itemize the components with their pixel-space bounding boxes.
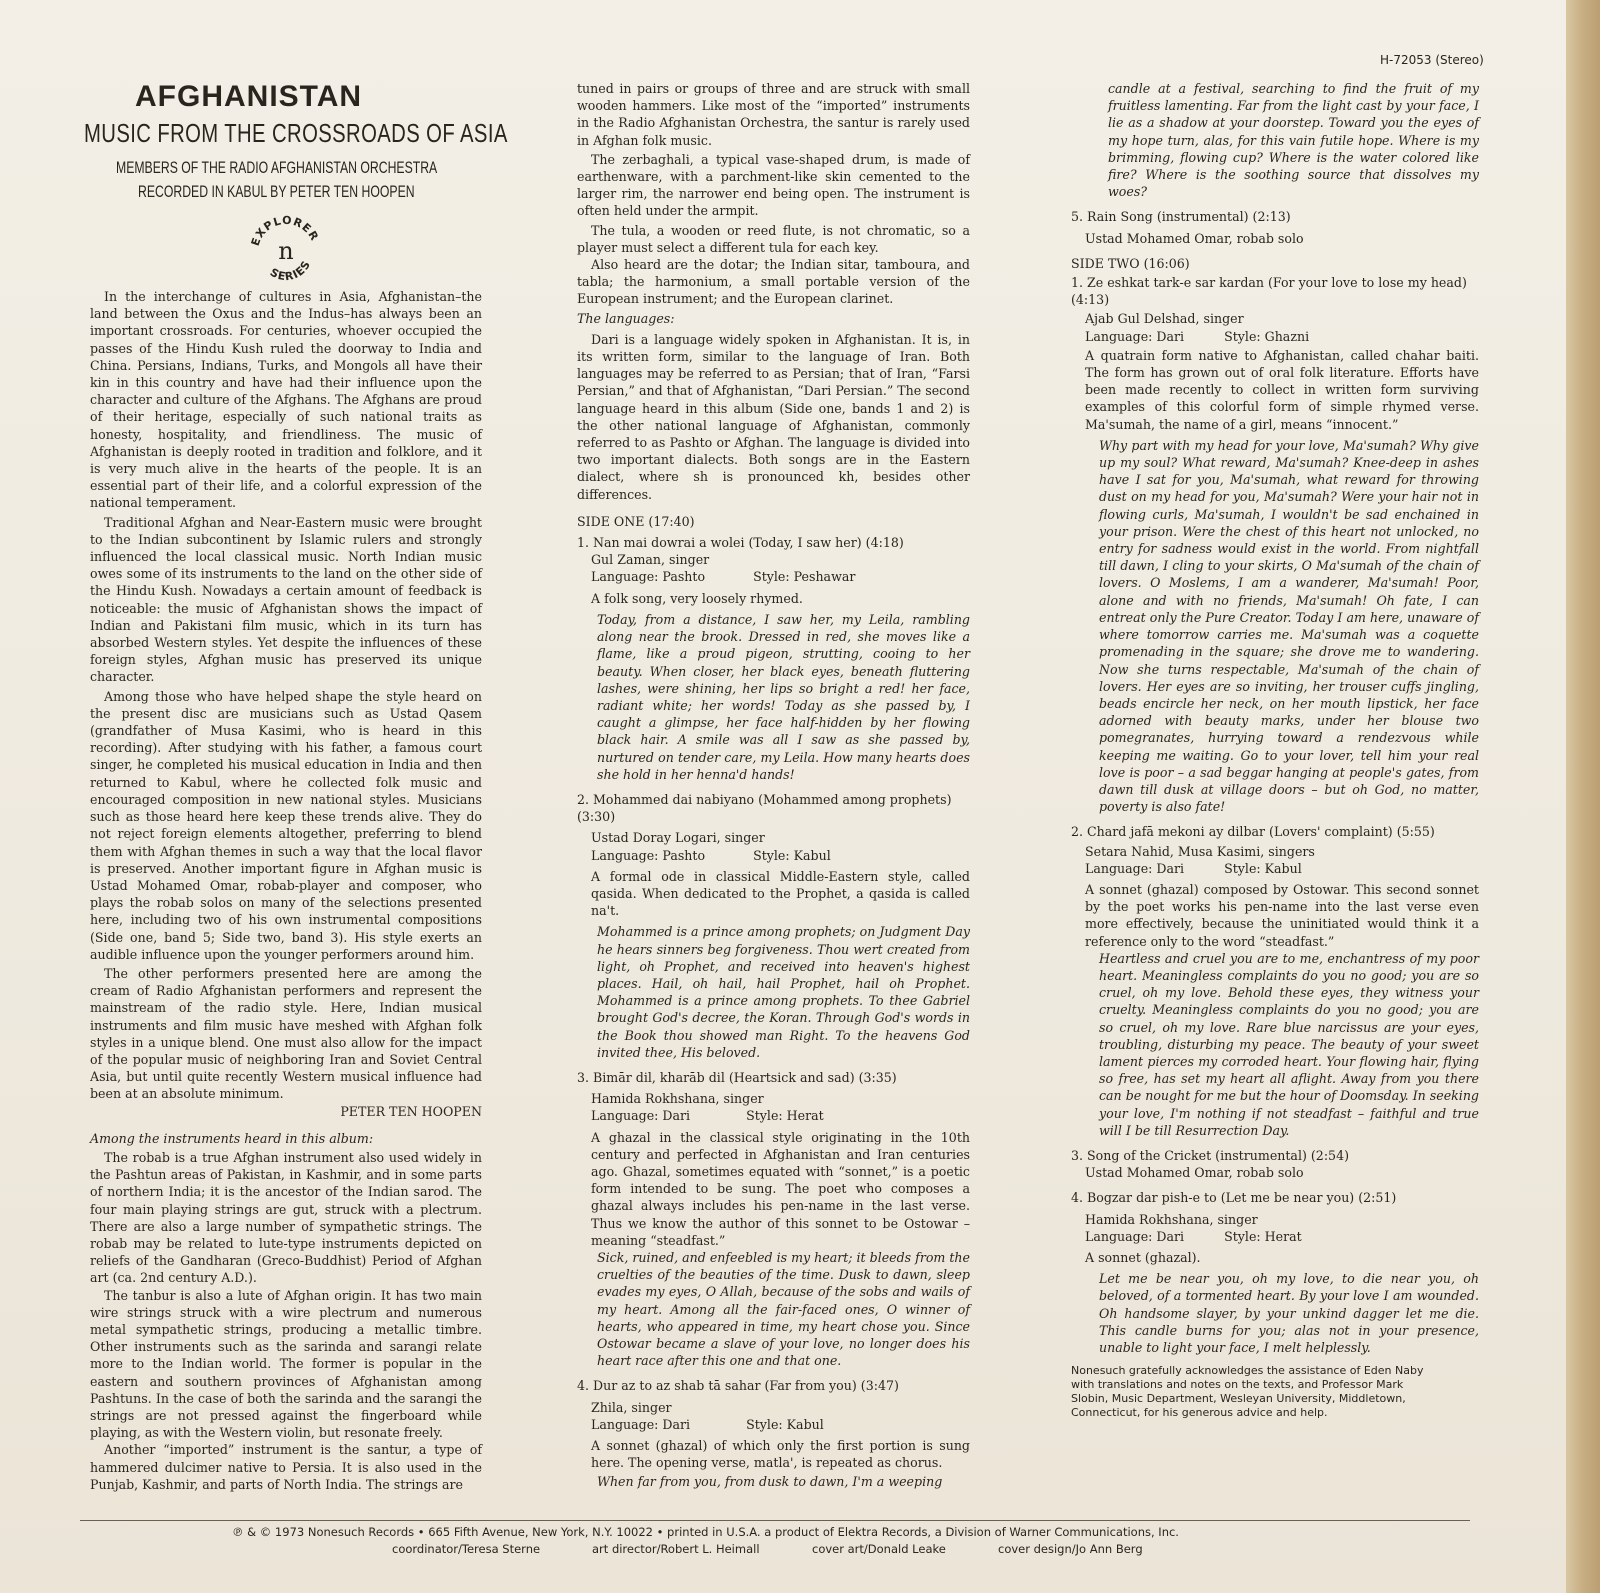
orchestra-credit: MEMBERS OF THE RADIO AFGHANISTAN ORCHESTRA [116, 158, 438, 177]
track-4-language: Language: Dari Style: Kabul [591, 1416, 824, 1432]
languages-heading: The languages: [577, 310, 675, 326]
track-3-language: Language: Dari Style: Herat [591, 1108, 824, 1124]
zerbaghali-paragraph: The zerbaghali, a typical vase-shaped drum, is made of earthenware, with a parchment-like skin cemented to the larger rim, the narrower end being open. The instrument is often held under the armpit. [577, 151, 970, 219]
robab-paragraph: The robab is a true Afghan instrument also used widely in the Pashtun areas of Pakistan, in Kashmir, and in some parts of northern India; it is the ancestor of the Indian sarod. The four main playing strings are gut, struck with a plectrum. There are also a large number of sympathetic strings. The robab may be related to lute-type instruments depicted on reliefs of the Gandharan (Greco-Buddhist) Period of Afghan art (ca. 2nd century A.D.). [90, 1149, 482, 1286]
track-3-singer: Hamida Rokhshana, singer [591, 1091, 764, 1107]
track-4-singer: Zhila, singer [591, 1399, 672, 1415]
track-1-title: 1. Nan mai dowrai a wolei (Today, I saw her) (4:18) [577, 535, 904, 551]
other-instruments-paragraph: Also heard are the dotar; the Indian sitar, tamboura, and tabla; the harmonium, a small portable version of the European instrument; and the European clarinet. [577, 257, 970, 307]
track-1-singer: Gul Zaman, singer [591, 552, 710, 568]
cover-design-credit: cover design/Jo Ann Berg [998, 1542, 1143, 1556]
art-director-credit: art director/Robert L. Heimall [592, 1542, 760, 1556]
album-title: AFGHANISTAN [135, 80, 363, 113]
side2-track-2-singer: Setara Nahid, Musa Kasimi, singers [1085, 843, 1315, 859]
languages-paragraph: Dari is a language widely spoken in Afghanistan. It is, in its written form, similar to the language of Iran. Both languages may be referred to as Persian; that of Iran, “Farsi Persian,” and that of Afghanistan, “Dari Persian.” The second language heard in this album (Side one, bands 1 and 2) is the other national language of Afghanistan, commonly referred to as Pashto or Afghan. The language is divided into two important dialects. Both songs are in the Eastern dialect, where sh is pronounced kh, besides other differences. [577, 331, 970, 502]
side2-track-2-description: A sonnet (ghazal) composed by Ostowar. This second sonnet by the poet works his pen-name into the last verse even more effectively, because the uninitiated would think it a reference only to the word “steadfast.” [1085, 881, 1479, 949]
radio-paragraph: The other performers presented here are among the cream of Radio Afghanistan performers and represent the mainstream of the radio style. Here, Indian musical instruments and film music have meshed with Afghan folk styles in a unique blend. One must also allow for the impact of the popular music of neighboring Iran and Soviet Central Asia, but until quite recently Western musical influence had been at an absolute minimum. [90, 965, 482, 1102]
track-3-title: 3. Bimār dil, kharāb dil (Heartsick and sad) (3:35) [577, 1069, 897, 1085]
track-3-description: A ghazal in the classical style originating in the 10th century and perfected in Afghanistan and Iran centuries ago. Ghazal, sometimes equated with “sonnet,” is a poetic form intended to be sung. The poet who composes a ghazal always includes his pen-name in the last verse. Thus we know the author of this sonnet to be Ostowar – meaning “steadfast.” [591, 1129, 970, 1248]
side-two-heading: SIDE TWO (16:06) [1071, 255, 1190, 271]
svg-text:SERIES: SERIES [267, 258, 314, 284]
santur-continued: tuned in pairs or groups of three and are struck with small wooden hammers. Like most of the “imported” instruments in the Radio Afghanistan Orchestra, the santur is rarely used in Afghan folk music. [577, 81, 970, 148]
explorer-series-logo [246, 210, 326, 290]
tanbur-paragraph: The tanbur is also a lute of Afghan origin. It has two main wire strings struck with a wire plectrum and numerous metal sympathetic strings, producing a metallic timbre. Other instruments such as the sarinda and sarangi relate more to the Indian world. The former is popular in the eastern and southern provinces of Afghanistan among Pashtuns. In the case of both the sarinda and the sarangi the strings are not pressed against the fingerboard while playing, as with the Western violin, but resonate freely. [90, 1287, 482, 1441]
track-5-title: 5. Rain Song (instrumental) (2:13) [1071, 209, 1291, 225]
acknowledgements: Nonesuch gratefully acknowledges the assistance of Eden Naby with translations and notes on the texts, and Professor Mark Slobin, Music Department, Wesleyan University, Middletown, Connecticut, for his generous advice and help. [1071, 1364, 1424, 1420]
side2-track-1-singer: Ajab Gul Delshad, singer [1085, 311, 1244, 327]
notes-column-1 [90, 288, 482, 1493]
track-4-lyrics-continued: candle at a festival, searching to find the fruit of my fruitless lamenting. Far from the light cast by your face, I lie as a shadow at your doorstep. Toward you the eyes of my hope turn, alas, for this vain futile hope. Where is my brimming, flowing cup? Where is the water colored like fire? Where is the soothing source that dissolves my woes? [1108, 81, 1479, 200]
copyright-line: ℗ & © 1973 Nonesuch Records • 665 Fifth Avenue, New York, N.Y. 10022 • printed in U.S.A. a product of Elektra Records, a Division of Warner Communications, Inc. [232, 1525, 1179, 1539]
notes-column-2 [577, 80, 970, 1491]
album-subtitle: MUSIC FROM THE CROSSROADS OF ASIA [84, 118, 508, 148]
performers-paragraph: Among those who have helped shape the style heard on the present disc are musicians such as Ustad Qasem (grandfather of Musa Kasimi, who is heard in this recording). After studying with his father, a famous court singer, he completed his musical education in India and then returned to Kabul, where he collected folk music and encouraged composition in new national styles. Musicians such as those heard here keep these trends alive. They do not reject foreign elements altogether, preferring to blend them with Afghan themes in such a way that the local flavor is preserved. Another important figure in Afghan music is Ustad Mohamed Omar, robab-player and composer, who plays the robab solos on many of the selections presented here, including two of his own instrumental compositions (Side one, band 5; Side two, band 3). His style exerts an audible influence upon the younger performers around him. [90, 688, 482, 962]
side2-track-2-language: Language: Dari Style: Kabul [1085, 860, 1302, 876]
track-2-description: A formal ode in classical Middle-Eastern style, called qasida. When dedicated to the Prophet, a qasida is called na't. [591, 868, 970, 919]
track-4-lyrics: When far from you, from dusk to dawn, I'm a weeping [597, 1474, 943, 1490]
track-2-singer: Ustad Doray Logari, singer [591, 830, 765, 846]
svg-text:n: n [278, 237, 294, 265]
side2-track-1-language: Language: Dari Style: Ghazni [1085, 328, 1310, 344]
track-2-language: Language: Pashto Style: Kabul [591, 847, 831, 863]
tula-paragraph: The tula, a wooden or reed flute, is not chromatic, so a player must select a different tula for each key. [577, 222, 970, 255]
side2-track-4-singer: Hamida Rokhshana, singer [1085, 1211, 1258, 1227]
coordinator-credit: coordinator/Teresa Sterne [392, 1542, 541, 1556]
track-3-lyrics: Sick, ruined, and enfeebled is my heart; it bleeds from the cruelties of the beauties of the time. Dusk to dawn, sleep evades my eyes, O Allah, because of the sobs and wails of my heart. Among all the fair-faced ones, O winner of hearts, who appeared in time, my heart chose you. Since Ostowar became a slave of your love, no longer does his heart race after this one and that one. [597, 1250, 970, 1369]
side2-track-4-description: A sonnet (ghazal). [1085, 1250, 1201, 1265]
side2-track-1-description: A quatrain form native to Afghanistan, called chahar baiti. The form has grown out of oral folk literature. Efforts have been made recently to collect in written form surviving examples of this colorful form of simple rhymed verse. Ma'sumah, the name of a girl, means “innocent.” [1085, 347, 1479, 432]
santur-paragraph: Another “imported” instrument is the santur, a type of hammered dulcimer native to Persia. It is also used in the Punjab, Kashmir, and parts of North India. The strings are [90, 1442, 482, 1492]
track-2-lyrics: Mohammed is a prince among prophets; on Judgment Day he hears sinners beg forgiveness. Thou wert created from light, oh Prophet, and received into heaven's highest places. Hail, oh hail, hail Prophet, hail oh Prophet. Mohammed is a prince among prophets. To thee Gabriel brought God's decree, the Koran. Through God's words in the Book thou showed man Right. To the heavens God invited thee, His beloved. [597, 924, 970, 1060]
catalog-number: H-72053 (Stereo) [1380, 53, 1484, 67]
footer-divider [80, 1520, 1470, 1521]
side2-track-1-title: 1. Ze eshkat tark-e sar kardan (For your love to lose my head) (4:13) [1071, 275, 1467, 308]
notes-column-3 [1071, 80, 1479, 1420]
side2-track-4-language: Language: Dari Style: Herat [1085, 1228, 1302, 1244]
sleeve-spine [1566, 0, 1600, 1593]
track-2-title: 2. Mohammed dai nabiyano (Mohammed among prophets) (3:30) [577, 791, 952, 825]
traditional-paragraph: Traditional Afghan and Near-Eastern music were brought to the Indian subcontinent by Islamic rulers and strongly influenced the local classical music. North Indian music owes some of its instruments to the land on the other side of the Hindu Kush. Nowadays a certain amount of feedback is noticeable: the music of Afghanistan shows the impact of Indian and Pakistani film music, which in its turn has absorbed Western styles. Yet despite the influences of these foreign styles, Afghan music has preserved its unique character. [90, 514, 482, 685]
side-one-heading: SIDE ONE (17:40) [577, 513, 695, 529]
author-signature: PETER TEN HOOPEN [340, 1103, 482, 1119]
cover-art-credit: cover art/Donald Leake [812, 1542, 946, 1556]
instruments-heading: Among the instruments heard in this album: [90, 1130, 374, 1146]
recording-credit: RECORDED IN KABUL BY PETER TEN HOOPEN [138, 182, 415, 201]
track-1-language: Language: Pashto Style: Peshawar [591, 569, 856, 585]
side2-track-3-title: 3. Song of the Cricket (instrumental) (2:54) [1071, 1147, 1349, 1163]
side2-track-4-lyrics: Let me be near you, oh my love, to die near you, oh beloved, of a tormented heart. By your love I am wounded. Oh handsome slayer, by your unkind dagger let me die. This candle burns for you; alas not in your presence, unable to light your face, I melt helplessly. [1099, 1271, 1479, 1356]
intro-paragraph: In the interchange of cultures in Asia, Afghanistan–the land between the Oxus and the Indus–has always been an important crossroads. For centuries, whoever occupied the passes of the Hindu Kush ruled the doorway to India and China. Persians, Indians, Turks, and Mongols all have their kin in this country and have had their influence upon the character and culture of the Afghans. The Afghans are proud of their heritage, especially of such national traits as honesty, hospitality, and friendliness. The music of Afghanistan is deeply rooted in tradition and folklore, and it is very much alive in the hearts of the people. It is an essential part of their life, and a colorful expression of the national temperament. [90, 289, 482, 511]
track-4-title: 4. Dur az to az shab tā sahar (Far from you) (3:47) [577, 1378, 899, 1394]
svg-text:EXPLORER: EXPLORER [248, 213, 322, 248]
side2-track-2-title: 2. Chard jafā mekoni ay dilbar (Lovers' complaint) (5:55) [1071, 824, 1435, 840]
side2-track-2-lyrics: Heartless and cruel you are to me, enchantress of my poor heart. Meaningless complaints do you no good; you are so cruel, oh my love. Behold these eyes, they witness your cruelty. Meaningless complaints do you no good; you are so cruel, oh my love. Rare blue narcissus are your eyes, troubling, disturbing my peace. The beauty of your sweet lament pierces my corroded heart. Your flowing hair, flying so free, has set my heart all aflight. Away from you there can be nought for me but the hour of Doomsday. In seeking your love, I'm nothing if not steadfast – faithful and true will I be till Resurrection Day. [1099, 950, 1479, 1138]
track-5-performer: Ustad Mohamed Omar, robab solo [1085, 230, 1304, 246]
side2-track-3-performer: Ustad Mohamed Omar, robab solo [1085, 1165, 1304, 1181]
track-1-lyrics: Today, from a distance, I saw her, my Leila, rambling along near the brook. Dressed in red, she moves like a flame, like a proud pigeon, strutting, cooing to her beauty. When closer, her black eyes, beneath fluttering lashes, were shining, her lips so bright a red! her face, radiant white; her words! Today as she passed by, I caught a glimpse, her face half-hidden by her flowing black hair. A smile was all I saw as she passed by, nurtured on tender care, my Leila. How many hearts does she hold in her henna'd hands! [597, 611, 970, 782]
side2-track-1-lyrics: Why part with my head for your love, Ma'sumah? Why give up my soul? What reward, Ma'sumah? Knee-deep in ashes have I sat for you, Ma'sumah, what reward for throwing dust on my head for you, Ma'sumah? Were your hair not in flowing curls, Ma'sumah, I wouldn't be sad enchained in your prison. Were the chest of this heart not unlocked, no entry for sadness would exist in the world. From nightfall till dawn, I cling to your skirts, O Ma'sumah of the chain of lovers. O Moslems, I am a wanderer, Ma'sumah! Poor, alone and with no friends, Ma'sumah! Oh fate, I can entreat only the Pure Creator. Today I am here, unaware of where tomorrow carries me. Ma'sumah was a coquette promenading in the square; she drove me to wandering. Now she turns respectable, Ma'sumah of the chain of lovers. Her eyes are so inviting, her trouser cuffs jingling, beads encircle her neck, on her mouth lipstick, her face adorned with beauty marks, under her blouse two pomegranates, hurrying toward a rendezvous while keeping me waiting. Go to your lover, tell him your real love is poor – a sad beggar hanging at people's gates, from dawn till dusk at village doors – but oh God, no matter, poverty is also fate! [1099, 437, 1479, 815]
track-4-description: A sonnet (ghazal) of which only the first portion is sung here. The opening verse, matla', is repeated as chorus. [591, 1438, 970, 1471]
side2-track-4-title: 4. Bogzar dar pish-e to (Let me be near you) (2:51) [1071, 1190, 1397, 1206]
track-1-description: A folk song, very loosely rhymed. [591, 590, 803, 606]
